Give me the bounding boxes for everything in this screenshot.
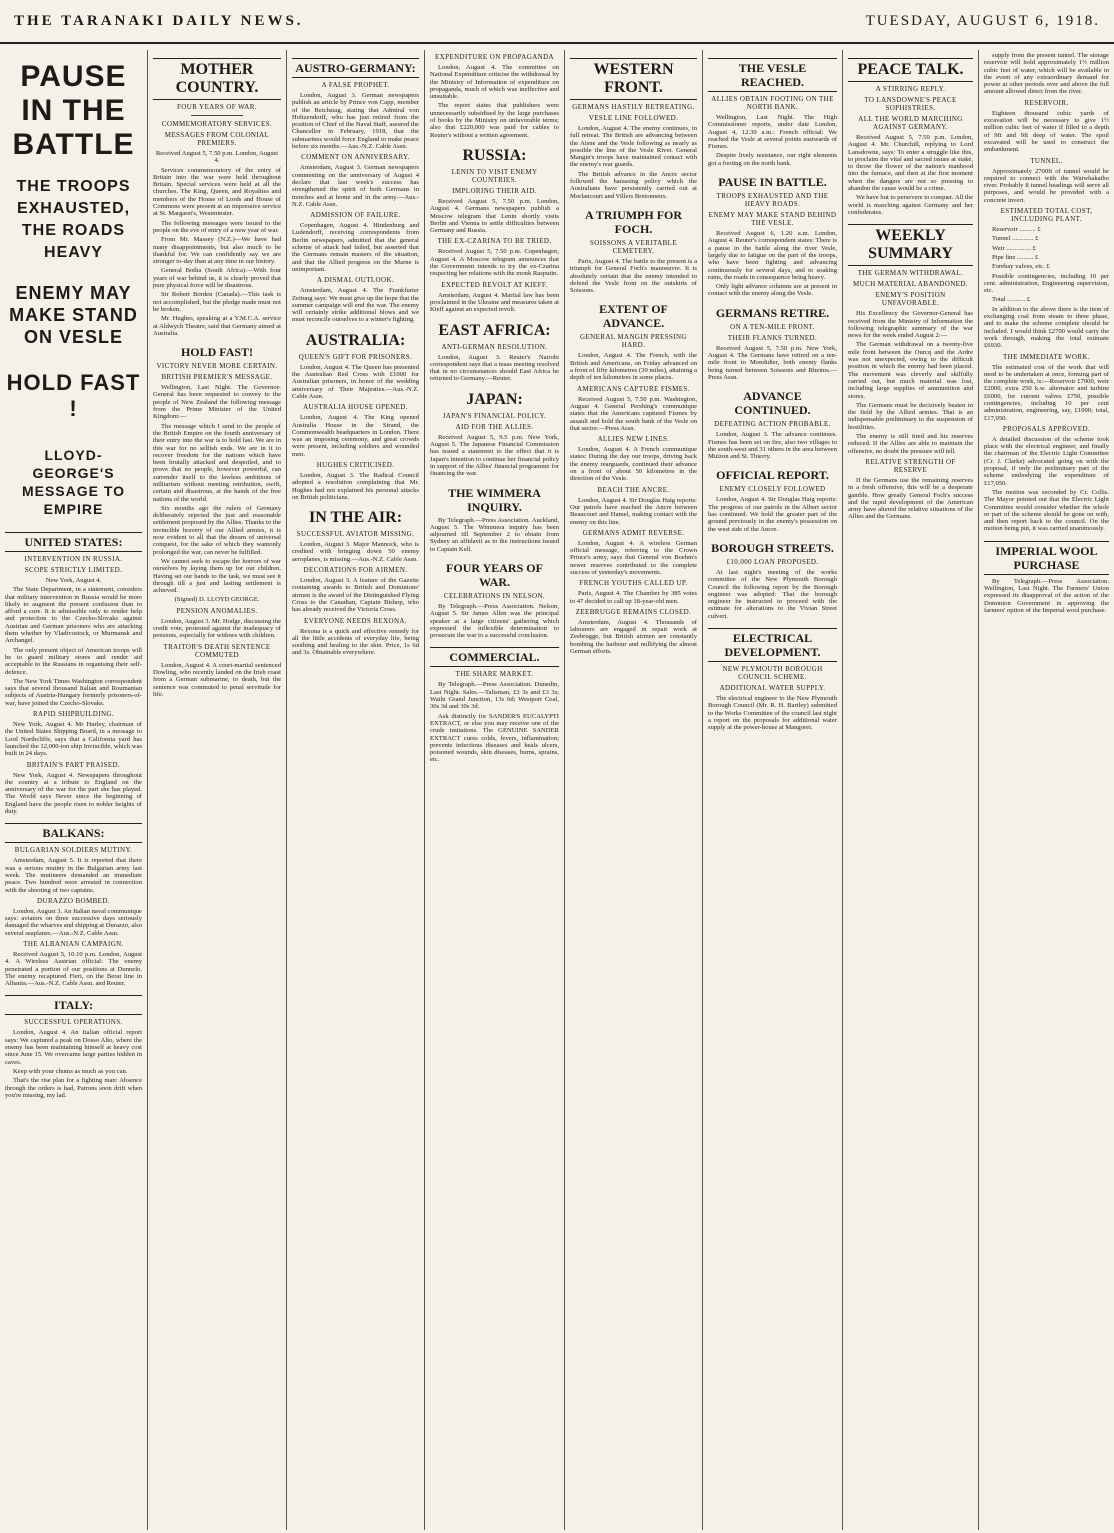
- article-subheading: AUSTRALIA HOUSE OPENED.: [303, 403, 408, 412]
- article-paragraph: From Mr. Massey (N.Z.)—We have had many disappointments, but also much to be thankful for. We can confidently say we are stronger to-day than at any time in our history.: [153, 236, 281, 266]
- masthead: [0, 0, 1114, 44]
- article-subheading: ENEMY CLOSELY FOLLOWED: [719, 485, 826, 494]
- article-paragraph: By Telegraph.—Press Association. Dunedin, Last Night. Sales.—Talisman, £3 3s and £3 3s; Waihi Grand Junction, 13s 6d; Westport Coal, 30s 3d and 30s 3d.: [430, 681, 559, 711]
- article-subheading: BRITAIN'S PART PRAISED.: [26, 760, 121, 769]
- article-paragraph: The electrical engineer to the New Plymouth Borough Council (Mr. R. H. Bartley) submitted to the Works Committee of the council last night a report on the proposals for additional water supply at the power-house at Mangorei.: [708, 694, 837, 732]
- section-heading: THE WIMMERA INQUIRY.: [448, 485, 541, 514]
- article-paragraph: London, August 4. A court-martial sentenced Dowling, who recently landed on the Irish coast from a German submarine, to death, but the sentence was commuted to penal servitude for life.: [153, 661, 281, 698]
- article-subheading: NEW PLYMOUTH BOROUGH COUNCIL SCHEME.: [722, 664, 823, 681]
- article-subheading: ALL THE WORLD MARCHING AGAINST GERMANY.: [858, 115, 963, 131]
- section-heading: UNITED STATES:: [5, 532, 142, 552]
- column-4: [425, 50, 565, 1530]
- article-subheading: ESTIMATED TOTAL COST, INCLUDING PLANT.: [1000, 207, 1093, 224]
- article-paragraph: By Telegraph.—Press Association. Wellington, Last Night. The Farmers' Union expressed its disapproval of the action of the Dominion Government in approving the farmers' option of the Imperial wool purchase.: [984, 577, 1109, 614]
- article-paragraph: Paris, August 4. The Chamber by 385 votes to 47 decided to call up 18-year-old men.: [570, 590, 697, 605]
- article-paragraph: London, August 3. Mr. Hodge, discussing the credit vote, protested against the inadequacy of pensions, especially for widows with children.: [153, 617, 281, 640]
- article-paragraph: Amsterdam, August 4. Thousands of labourers are engaged in repair work at Zeebrugge, but British airmen are constantly bombing the harbour and nullifying the almost German efforts.: [570, 618, 697, 656]
- article-subheading: QUEEN'S GIFT FOR PRISONERS.: [298, 352, 413, 361]
- section-heading: PAUSE IN BATTLE.: [718, 175, 827, 190]
- article-paragraph: The Germans must be decisively beaten in the field by the Allied armies. That is an indispensable preliminary to the suspension of hostilities.: [848, 401, 973, 431]
- article-subheading: COMMENT ON ANNIVERSARY.: [301, 153, 410, 162]
- article-paragraph: London, August 4. The Queen has presented the Australian Red Cross with £1000 for Australian prisoners, in honor of the wedding anniversary of Their Majesties.—Aus.-N.Z. Cable Assn.: [292, 363, 419, 400]
- article-subheading: FOUR YEARS OF WAR.: [177, 103, 257, 111]
- column-6: [703, 50, 843, 1530]
- estimate-line: Weir ............... £: [992, 244, 1036, 252]
- article-paragraph: Received August 5, 9.5 p.m. New York, August 5. The Japanese Financial Commission has issued a statement to the effect that it is Japan's intention to continue her financial policy in support of the Allies' financial programme for financing the war.: [430, 433, 559, 478]
- article-paragraph: Six months ago the rulers of Germany deliberately rejected the just and reasonable settlement proposed by the Allies. Thanks to the invincible bravery of our Allied armies, it is now evident to all that the dream of universal conquest, for the sake of which they wantonly prolonged the war, can never be fulfilled.: [153, 504, 281, 556]
- section-heading: A TRIUMPH FOR FOCH.: [584, 207, 683, 236]
- article-paragraph: Received August 5, 7.50 p.m. London, August 4. Germans newspapers publish a Moscow telegram that Lenin shortly visits Berlin and Vienna to settle difficulties between Germany and Russia.: [430, 197, 559, 235]
- article-paragraph: Services commemoratory of the entry of Britain into the war were held throughout Britain. Special services were held at all the churches. The King, Queen, and Royalties and members of the House of Lords and House of Commons were present at an impressive service at St. Margaret's, Westminster.: [153, 166, 281, 218]
- article-paragraph: London, August 4. The committee on National Expenditure criticise the withdrawal by the Ministry of Information of expenditure on propaganda, much of which was ineffective and unsuitable.: [430, 64, 559, 101]
- section-heading: ELECTRICAL DEVELOPMENT.: [708, 628, 837, 662]
- article-subheading: THEIR FLANKS TURNED.: [727, 333, 818, 342]
- article-paragraph: Approximately 2700ft of tunnel would be required to connect with the Waiwhakaiho river. Probably 8 tunnel headings will serve all purposes, and would be provided with a concrete invert.: [984, 167, 1109, 204]
- section-heading: COMMERCIAL.: [430, 647, 559, 667]
- article-subheading: SUCCESSFUL AVIATOR MISSING.: [296, 530, 415, 539]
- article-paragraph: London, August 4. An Italian official report says: We captured a peak on Dosso Alto, where the enemy has been maintaining himself at heavy cost since June 15. We overcame large parties hidden in caves.: [5, 1029, 142, 1066]
- section-heading: GERMANS RETIRE.: [715, 305, 830, 320]
- article-paragraph: Despite lively resistance, our right elements got a footing on the north bank.: [708, 152, 837, 167]
- estimate-line: Forebay valves, etc. £: [992, 263, 1050, 271]
- article-subheading: GENERAL MANGIN PRESSING HARD.: [580, 333, 687, 350]
- article-paragraph: London, August 4. A French communique states: During the day our troops, driving back the enemy rearguards, continued their advance on a front of about 50 kilometres in the direction of the Vesle.: [570, 446, 697, 483]
- article-paragraph: A detailed discussion of the scheme took place with the electrical engineer, and finally the chairman of the Electric Light Committee (Cr. J. Clarke) advocated going on with the proposal, if only the preliminary part of the scheme embodying the expenditure of £17,050.: [984, 435, 1109, 487]
- article-subheading: EVERYONE NEEDS REXONA.: [303, 616, 408, 625]
- article-paragraph: The British advance in the Ancre sector followed the harassing policy which the Australians have persistently carried out at Morlancourt and Villers Bretonneux.: [570, 170, 697, 200]
- section-heading: BALKANS:: [5, 823, 142, 843]
- section-heading: WESTERN FRONT.: [570, 58, 697, 100]
- article-subheading: SCOPE STRICTLY LIMITED.: [24, 566, 123, 574]
- article-subheading: RELATIVE STRENGTH OF RESERVE: [865, 457, 956, 474]
- article-subheading: GERMANS HASTILY RETREATING.: [572, 103, 695, 111]
- article-paragraph: Amsterdam, August 3. German newspapers commenting on the anniversary of August 4 declare that last week's success has strengthened the spirit of both Germans in trenches and at home and in the army.—Aus.-N.Z. Cable Assn.: [292, 164, 419, 208]
- article-subheading: DEFEATING ACTION PROBABLE.: [714, 420, 831, 429]
- article-subheading: A DISMAL OUTLOOK.: [316, 276, 395, 285]
- article-paragraph: London, August 4. The enemy continues, in full retreat. The British are advancing between the Aisne and the Vesle following as nearly as possible the line of the Vesle River. General Mangin's troops have maintained contact with the enemy's rear guards.: [570, 125, 697, 169]
- estimate-line: Reservoir .......... £: [992, 226, 1041, 234]
- article-paragraph: London, August 4. Sir Douglas Haig reports: The progress of our patrols in the Albert sector has continued. We hold the greater part of the ground previously in the enemy's possession on the west side of the Ancre.: [708, 496, 837, 533]
- article-paragraph: We have but to persevere to conquer. All the world is marching against Germany and her confederates.: [848, 194, 973, 216]
- article-paragraph: Received August 6, 1.20 a.m. London, August 4. Reuter's correspondent states: There is a pause in the battle along the river Vesle, largely due to fatigue on the part of the troops, who have been fighting and advancing continuously for several days, and to soaking rains, the roads in consequence being heavy.: [708, 230, 837, 281]
- advertisement-text: Keep with your chums as much as you can.: [13, 1067, 128, 1075]
- article-subheading: CELEBRATIONS IN NELSON.: [443, 591, 546, 600]
- article-paragraph: Received August 5, 7.50 p.m. New York, August 4. The Germans have retired on a ten-mile front to Mondidier, both enemy flanks being turned between Soissons and Rheims.—Press Assn.: [708, 344, 837, 381]
- section-heading: OFFICIAL REPORT.: [716, 468, 829, 483]
- article-subheading: VICTORY NEVER MORE CERTAIN.: [156, 362, 278, 371]
- banner-subheadline: HOLD FAST !: [6, 370, 141, 421]
- article-subheading: INTERVENTION IN RUSSIA.: [24, 555, 123, 563]
- article-paragraph: Sir Robert Borden (Canada).—This task is not accomplished, but the pledge made must not be broken.: [153, 291, 281, 313]
- article-subheading: THE IMMEDIATE WORK.: [1003, 352, 1090, 361]
- article-subheading: DECORATIONS FOR AIRMEN.: [303, 566, 408, 575]
- dateline: New York, August 4.: [45, 577, 102, 584]
- estimate-line: Pipe line .......... £: [992, 253, 1039, 261]
- newspaper-title: THE TARANAKI DAILY NEWS.: [14, 12, 304, 29]
- article-subheading: TUNNEL.: [1030, 156, 1063, 165]
- column-7: [843, 50, 979, 1530]
- section-heading: ADVANCE CONTINUED.: [734, 389, 811, 418]
- article-paragraph: London, August 3. The Radical Council adopted a resolution complaining that Mr. Hughes had not explained his personal attacks on British politicians.: [292, 471, 419, 501]
- article-paragraph: London, August 4. A wireless German official message, referring to the Crown Prince's army, says that General von Boehm's newer reserves contributed to the complete success of yesterday's movements.: [570, 539, 697, 576]
- banner-headline: PAUSE IN THE BATTLE: [12, 60, 135, 161]
- article-paragraph: Received August 5, 7.50 p.m. Copenhagen, August 4. A Moscow telegram announces that the Government intends to try the ex-Czarina respecting her relations with the monk Rasputin.: [430, 248, 559, 278]
- article-subheading: RAPID SHIPBUILDING.: [32, 710, 115, 719]
- article-subheading: AMERICANS CAPTURE FISMES.: [577, 384, 690, 393]
- article-paragraph: If the Germans use the remaining reserves in a fresh offensive, this will be a desperate gamble. How greatly General Foch's success and the rapid development of the American army have altered the relative situations of the Allies and the Germans.: [848, 476, 973, 521]
- article-paragraph: The motion was seconded by Cr. Collis. The Mayor pointed out that the Electric Light Committee would consider whether the whole or part of the scheme should be gone on with, and then report back to the council. On the motion being put, it was carried unanimously.: [984, 488, 1109, 533]
- article-subheading: TROOPS EXHAUSTED AND THE HEAVY ROADS.: [716, 192, 829, 209]
- article-paragraph: Wellington, Last Night. The Governor-General has been requested to convey to the people of New Zealand the following message from the Prime Minister of the United Kingdom:—: [153, 384, 281, 421]
- article-paragraph: New York, August 4. Newspapers throughout the country at a tribute to England on the anniversary of the war for the part she has played. The World says Never since the beginning of England have the people risen to nobler heights of duty.: [5, 771, 142, 816]
- article-paragraph: New York, August 4. Mr Hurley, chairman of the United States Shipping Board, in a message to Lord Northcliffe, says that a California yard has launched the 12,000-ton ship Invincible, which was built in 24 days.: [5, 721, 142, 758]
- advertisement-text: Rexona is a quick and effective remedy for all the little accidents of everyday life, being soothing and healing to the skin. Price, 1s 6d and 3s. Obtainable everywhere.: [292, 627, 419, 657]
- article-paragraph: The enemy is still tired and his reserves reduced. If the Allies are able to maintain the offensive, no doubt the pressure will tell.: [848, 433, 973, 455]
- article-subheading: A STIRRING REPLY.: [875, 85, 946, 93]
- article-subheading: ADMISSION OF FAILURE.: [310, 211, 401, 220]
- article-paragraph: Received August 5, 7.50 p.m. London, August 4. Mr. Churchill, replying to Lord Lansdowne, says: To enter a struggle like this, to proclaim the vital and sacred issues at stake, to throw the flower of the nation's manhood into the furnace, and then at the first moment when the dangers are not so pressing to abandon the cause would be a crime.: [848, 134, 973, 193]
- section-heading: RUSSIA:: [462, 146, 527, 164]
- article-subheading: ADDITIONAL WATER SUPPLY.: [719, 683, 826, 692]
- article-subheading: ENEMY MAY MAKE STAND BEHIND THE VESLE.: [708, 211, 837, 228]
- article-subheading: MESSAGES FROM COLONIAL PREMIERS.: [164, 131, 270, 147]
- article-paragraph: Mr. Hughes, speaking at a Y.M.C.A. service at Aldwych Theatre, said that Germany aimed at Australia.: [153, 315, 281, 337]
- article-subheading: TRAITOR'S DEATH SENTENCE COMMUTED: [163, 642, 271, 659]
- article-subheading: MUCH MATERIAL ABANDONED.: [853, 280, 968, 289]
- article-paragraph: His Excellency the Governor-General has received from the Ministry of Information the following telegraphic summary of the war news for the week ended August 2:—: [848, 310, 973, 340]
- section-heading: BOROUGH STREETS.: [711, 540, 834, 555]
- banner-subheadline: THE TROOPS EXHAUSTED, THE ROADS HEAVY: [16, 178, 131, 261]
- article-paragraph: London, August 3. Major Mannock, who is credited with bringing down 50 enemy aeroplanes, is missing.—Aus.-N.Z. Cable Assn.: [292, 541, 419, 563]
- section-heading: FOUR YEARS OF WAR.: [446, 560, 543, 589]
- article-subheading: JAPAN'S FINANCIAL POLICY.: [442, 411, 547, 420]
- article-paragraph: Wellington, Last Night. The High Commissioner reports, under date London, August 4, 12.30 a.m.: French official: We reached the Vesle at several points eastwards of Fismes.: [708, 114, 837, 151]
- article-subheading: PENSION ANOMALIES.: [176, 606, 258, 615]
- column-8: [979, 50, 1114, 1530]
- article-subheading: £10,000 LOAN PROPOSED.: [726, 557, 819, 566]
- section-heading: EXTENT OF ADVANCE.: [599, 302, 668, 331]
- article-subheading: AID FOR THE ALLIES.: [455, 422, 534, 431]
- article-paragraph: The estimated cost of the work that will need to be undertaken at once, forming part of the complete work, is:—Reservoir £7000, weir £2000, extra 250 k.w. alternator and turbine £6000, for current valves £750, possible contingencies, including 10 per cent administration, engineering, say, £1000; total, £17,050.: [984, 363, 1109, 422]
- article-paragraph: The only present object of American troops will be to guard military stores and render aid acceptable to the Russians in organising their self-defence.: [5, 646, 142, 676]
- article-subheading: COMMEMORATORY SERVICES.: [161, 120, 273, 128]
- article-subheading: THE SHARE MARKET.: [455, 670, 534, 679]
- article-paragraph: London, August 4. The King opened Australia House in the Strand, the Commonwealth headquarters in London. There was an imposing ceremony, and great crowds were present, including soldiers and wounded men.: [292, 414, 419, 458]
- divider: [191, 115, 242, 116]
- article-paragraph: The following messages were issued to the people on the eve of entry of a new year of war.: [153, 219, 281, 234]
- article-paragraph: The report states that publishers were unnecessarily subsidised by the large purchases of books by the Ministry on unfavorable terms; also that £220,000 was paid for cables to Reuter's without a written agreement.: [430, 102, 559, 139]
- article-paragraph: London, August 3. Reuter's Nairobi correspondent says that a mass meeting resolved that in no circumstances should East Africa be returned to Germany.—Reuter.: [430, 353, 559, 383]
- article-paragraph: Received August 5, 7.50 p.m. Washington, August 4. General Pershing's communique states that the Americans captured Fismes by assault and hold the south bank of the Vesle on that sector.—Press Assn.: [570, 395, 697, 432]
- section-heading: HOLD FAST!: [180, 345, 254, 360]
- article-subheading: TO LANSDOWNE'S PEACE SOPHISTRIES.: [864, 96, 957, 112]
- article-paragraph: London, August 3. A feature of the Gazette containing awards to British and Dominions' airmen is the award of the Distinguished Flying Cross to the Canadian, Captain Bishop, who has already received the Victoria Cross.: [292, 577, 419, 614]
- article-subheading: SUCCESSFUL OPERATIONS.: [24, 1018, 123, 1027]
- article-subheading: BRITISH PREMIER'S MESSAGE.: [161, 373, 273, 382]
- article-subheading: RESERVOIR.: [1024, 98, 1069, 107]
- article-paragraph: Amsterdam, August 4. The Frankfurter Zeitung says: We must give up the hope that the summer campaign will end the war. The enemy will certainly strike additional blows and we must reconcile ourselves to a winter's fighting.: [292, 287, 419, 324]
- article-subheading: A FALSE PROPHET.: [321, 81, 390, 89]
- section-heading: ITALY:: [5, 995, 142, 1015]
- article-subheading: ANTI-GERMAN RESOLUTION.: [441, 342, 548, 351]
- article-paragraph: Eighteen thousand cubic yards of excavation will be necessary to give 1½ million cubic feet of water if filled to a depth of 9ft and 9ft deep of water. The spoil excavated will be used to construct the embankment.: [984, 109, 1109, 154]
- article-subheading: PROPOSALS APPROVED.: [1002, 424, 1091, 433]
- article-paragraph: Copenhagen, August 4. Hindenburg and Ludendorff, receiving correspondents from Berlin newspapers, admitted that the general scheme of attack had failed, but asserted that the Germans remain masters of the situation, and that the Allied progress on the Marne is unimportant.: [292, 222, 419, 273]
- article-subheading: EXPECTED REVOLT AT KIEFF.: [441, 280, 548, 289]
- article-subheading: THE GERMAN WITHDRAWAL.: [857, 269, 964, 278]
- article-subheading: VESLE LINE FOLLOWED.: [588, 114, 679, 122]
- article-subheading: IMPLORING THEIR AID.: [452, 186, 537, 195]
- article-paragraph: Received August 5, 10.10 p.m. London, August 4. A Wireless Austrian official: The enemy penetrated a portion of our positions at Dunnelo. The enemy recaptured Fieri, on the Berat line in Albania.—Aus.-N.Z. Cable Assn. and Reuter.: [5, 950, 142, 988]
- article-subheading: FRENCH YOUTHS CALLED UP.: [579, 579, 688, 588]
- signature: (Signed) D. LLOYD GEORGE.: [174, 596, 260, 604]
- article-paragraph: Amsterdam, August 4. Martial law has been proclaimed in the Ukraine and measures taken at Kieff against an expected revolt.: [430, 291, 559, 314]
- article-paragraph: The State Department, in a statement, considers that military intervention in Russia would be more likely to augment the present confusion than to afford a cure. It is admissible only to render help and protection to the Czecho-Slovaks against Austrian and German prisoners who are attacking them whether by Vladivostock, or Murmansk and Archangel.: [5, 586, 142, 645]
- article-subheading: ZEEBRUGGE REMAINS CLOSED.: [575, 607, 692, 616]
- article-paragraph: The New York Times Washington correspondent says that several thousand Italian and Roumanian subjects of Austria-Hungary formerly prisoners-of-war, have joined the Czecho-Slovaks.: [5, 677, 142, 707]
- article-subheading: THE EX-CZARINA TO BE TRIED.: [437, 237, 552, 246]
- article-paragraph: London, August 4. The French, with the British and Americans, on Friday advanced on a front of fifty kilometres (30 miles), attaining a depth of ten kilometres in some places.: [570, 352, 697, 382]
- estimate-line: Tunnel ............. £: [992, 235, 1039, 243]
- article-paragraph: supply from the present tunnel. The storage reservoir will hold approximately 1½ million cubic feet of water, which will be available in the event of any extraordinary demand for power at other periods over and above the full amount allowed direct from the river.: [984, 52, 1109, 96]
- advertisement-text: Ask distinctly for SANDER'S EUCALYPTI EXTRACT, or else you may receive one of the crude imitations. The GENUINE SANDER EXTRACT cures colds, fevers, inflammation; prevents infectious diseases and heals ulcers, poisoned wounds, skin diseases, burns, sprains, etc.: [430, 712, 559, 764]
- article-subheading: BEACH THE ANCRE.: [597, 485, 670, 494]
- banner-subheadline: ENEMY MAY MAKE STAND ON VESLE: [9, 283, 138, 347]
- advertisement-text: That's the rise plan for a fighting man: Absence through the orders is bad, Patrons soon drift when you're missing, my lad.: [5, 1077, 142, 1099]
- section-heading: JAPAN:: [466, 390, 523, 408]
- article-paragraph: At last night's meeting of the works committee of the New Plymouth Borough Council the following report by the Borough engineer was adopted: That the borough engineer be instructed to proceed with the estimate for alterations to the Vivian Street culvert.: [708, 568, 837, 620]
- section-heading: PEACE TALK.: [848, 58, 973, 82]
- article-paragraph: London, August 3. The advance continues. Fismes has been set on fire, also two villages to the south-west and 31 others in the area between Muizon and St. Thierry.: [708, 431, 837, 461]
- article-subheading: BULGARIAN SOLDIERS MUTINY.: [14, 846, 133, 855]
- article-subheading: HUGHES CRITICISED.: [316, 460, 395, 469]
- section-heading: AUSTRO-GERMANY:: [292, 58, 419, 78]
- section-heading: EAST AFRICA:: [438, 321, 551, 339]
- article-paragraph: London, August 3. An Italian naval communique says: aviators on three successive days seriously damaged the wharves and shipping at Durazzo, also several seaplanes.—Aus.-N.Z. Cable Assn.: [5, 907, 142, 937]
- article-paragraph: Amsterdam, August 5. It is reported that there was a serious mutiny in the Bulgarian army last week. The mutineers demanded an immediate peace. Two hundred were arrested in connection with the shooting of two captains.: [5, 857, 142, 894]
- section-heading: IMPERIAL WOOL PURCHASE: [984, 541, 1109, 575]
- article-paragraph: London, August 3. German newspapers publish an article by Prince von Capp, member of the Reichstag, stating that Admiral von Holtzendorff, who has just retired from the position of Chief of the Naval Staff, assured the Chancellor in February, 1918, that the submarines would force England to make peace before six months.—Aus.-N.Z. Cable Assn.: [292, 92, 419, 151]
- issue-date: TUESDAY, AUGUST 6, 1918.: [865, 12, 1100, 29]
- article-subheading: GERMANS ADMIT REVERSE.: [582, 528, 685, 537]
- dateline: Received August 5, 7.50 p.m. London, August 4.: [155, 150, 279, 165]
- article-paragraph: The German withdrawal on a twenty-five mile front between the Ourcq and the Ardre was not unexpected, owing to the difficult position in which the enemy had been placed. The movement was cleverly and skilfully carried out, but much material was lost, including large supplies of ammunition and stores.: [848, 341, 973, 400]
- column-2: [148, 50, 287, 1530]
- section-heading: IN THE AIR:: [308, 509, 403, 527]
- column-5: [565, 50, 703, 1530]
- article-paragraph: By Telegraph.—Press Association. Auckland, August 5. The Wimmera inquiry has been adjourned till September 2 to obtain from Sydney an affidavit as to the instructions issued to Captain Kell.: [430, 516, 559, 553]
- column-1: [0, 50, 148, 1530]
- article-subheading: THE ALBANIAN CAMPAIGN.: [23, 939, 124, 948]
- article-paragraph: Paris, August 4. The battle to the present is a triumph for General Foch's manoeuvre. It is absolutely certain that the enemy intended to defend the Vesle front on the outskirts of Soissons.: [570, 257, 697, 295]
- article-paragraph: In addition to the above there is the item of exchanging coal from steam to three phase, and to make the scheme complete should be included. I would think £2700 would carry the work through, making the total estimate £6930.: [984, 305, 1109, 350]
- column-3: [287, 50, 425, 1530]
- article-paragraph: We cannot seek to escape the horrors of war ourselves by laying them up for our children. Having set our hands to the task, we must see it through till a just and lasting settlement is achieved.: [153, 557, 281, 595]
- article-subheading: ALLIES NEW LINES.: [597, 435, 670, 444]
- article-paragraph: Only light advance columns are at present in contact with the enemy along the Vesle.: [708, 283, 837, 298]
- article-subheading: ENEMY'S POSITION UNFAVORABLE.: [875, 291, 946, 308]
- article-subheading: LENIN TO VISIT ENEMY COUNTRIES.: [451, 167, 538, 184]
- article-subheading: DURAZZO BOMBED.: [37, 896, 110, 905]
- article-paragraph: The message which I send to the people of the British Empire on the fourth anniversary of their entry into the war is to hold fast. We are in this war for no selfish ends. We are in it to recover freedom for the nations which have been brutally attacked and despoiled, and to prove that no people, however powerful, can surrender itself to the lawless ambitions of militarism without meeting retribution, swift, certain and disastrous, at the hands of the free nations of the world.: [153, 422, 281, 503]
- banner-subheadline: LLOYD-GEORGE'S MESSAGE TO EMPIRE: [21, 447, 126, 517]
- article-subheading: ALLIES OBTAIN FOOTING ON THE NORTH BANK.: [711, 95, 834, 111]
- section-heading: THE VESLE REACHED.: [708, 58, 837, 92]
- section-heading: AUSTRALIA:: [305, 331, 406, 349]
- article-subheading: ON A TEN-MILE FRONT.: [730, 322, 815, 331]
- article-paragraph: Possible contingencies, including 10 per cent. administration, Engineering supervision, etc.: [984, 272, 1109, 295]
- article-paragraph: London, August 4. Sir Douglas Haig reports: Our patrols have reached the Ancre between Beaucourt and Hamel, making contact with the enemy on this line.: [570, 496, 697, 526]
- article-subheading: EXPENDITURE ON PROPAGANDA: [434, 53, 555, 61]
- article-paragraph: General Botha (South Africa).—With four years of war behind us, it is clearly proved that pure physical force will be disastrous.: [153, 267, 281, 290]
- estimate-total: Total ........... £: [992, 296, 1031, 304]
- section-heading: WEEKLY SUMMARY: [848, 224, 973, 266]
- article-subheading: SOISSONS A VERITABLE CEMETERY.: [589, 238, 678, 255]
- article-paragraph: By Telegraph.—Press Association. Nelson, August 5. Sir James Allen was the principal speaker at a large citizens' gathering which expressed the inflexible determination to prosecute the war to a successful conclusion.: [430, 602, 559, 640]
- section-heading: MOTHER COUNTRY.: [153, 58, 281, 100]
